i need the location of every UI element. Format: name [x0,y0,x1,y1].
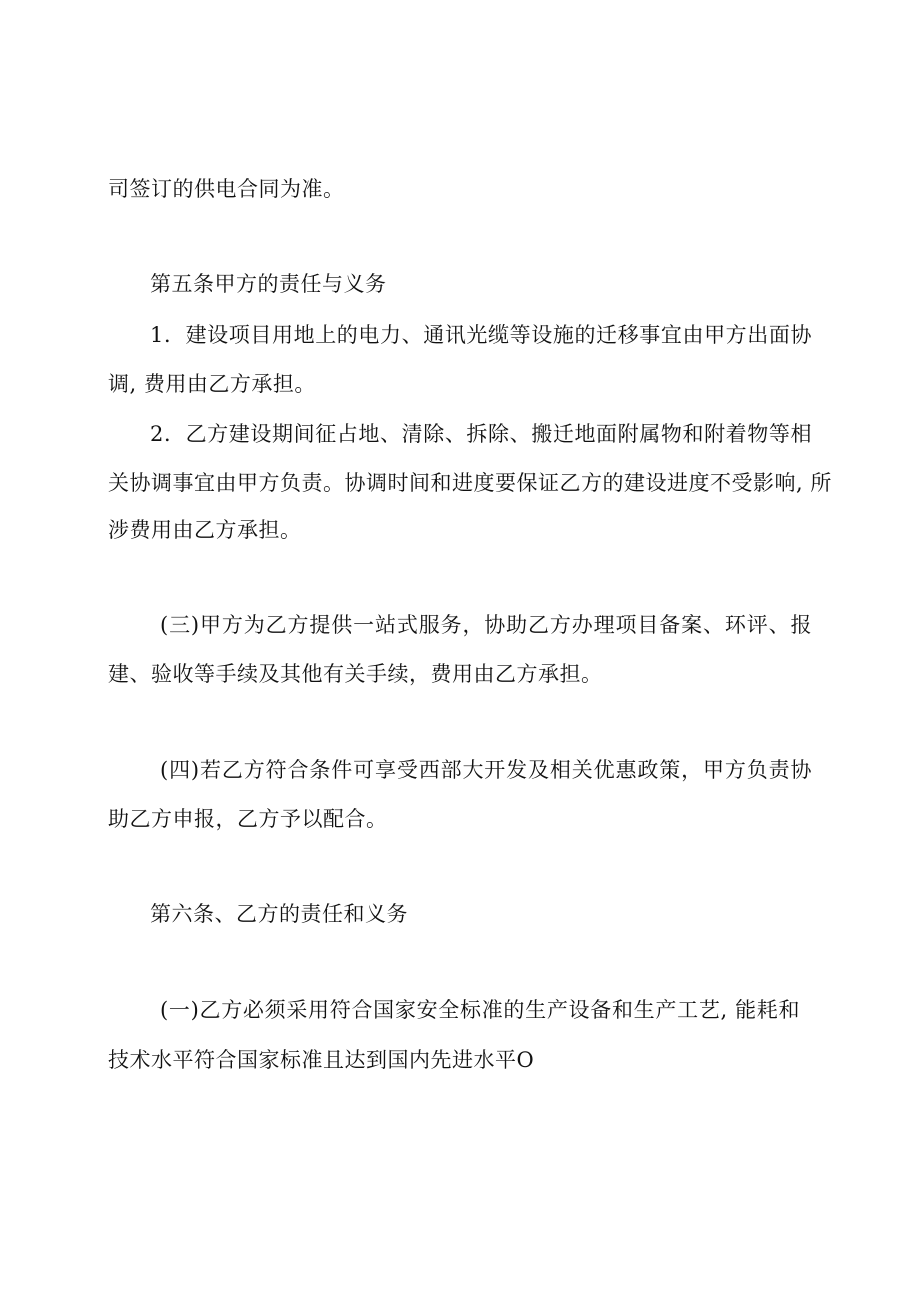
paragraph-line: 关协调事宜由甲方负责。协调时间和进度要保证乙方的建设进度不受影响, 所 [108,471,832,495]
paragraph-line: 涉费用由乙方承担。 [108,518,302,542]
section-heading: 第五条甲方的责任与义务 [150,272,387,296]
paragraph-line: 技术水平符合国家标准且达到国内先进水平O [108,1048,535,1072]
section-heading: 第六条、乙方的责任和义务 [150,902,408,926]
paragraph-line: 司签订的供电合同为准。 [108,177,345,201]
paragraph-line: 调, 费用由乙方承担。 [108,372,316,396]
paragraph-line: 建、验收等手续及其他有关手续，费用由乙方承担。 [108,662,603,686]
paragraph-line: 助乙方申报，乙方予以配合。 [108,807,388,831]
paragraph-line: (一)乙方必须采用符合国家安全标准的生产设备和生产工艺, 能耗和 [160,998,800,1022]
paragraph-line: 2．乙方建设期间征占地、清除、拆除、搬迁地面附属物和附着物等相 [150,422,812,446]
paragraph-line: (三)甲方为乙方提供一站式服务，协助乙方办理项目备案、环评、报 [160,613,812,637]
paragraph-line: (四)若乙方符合条件可享受西部大开发及相关优惠政策，甲方负责协 [160,758,812,782]
paragraph-line: 1．建设项目用地上的电力、通讯光缆等设施的迁移事宜由甲方出面协 [150,323,812,347]
